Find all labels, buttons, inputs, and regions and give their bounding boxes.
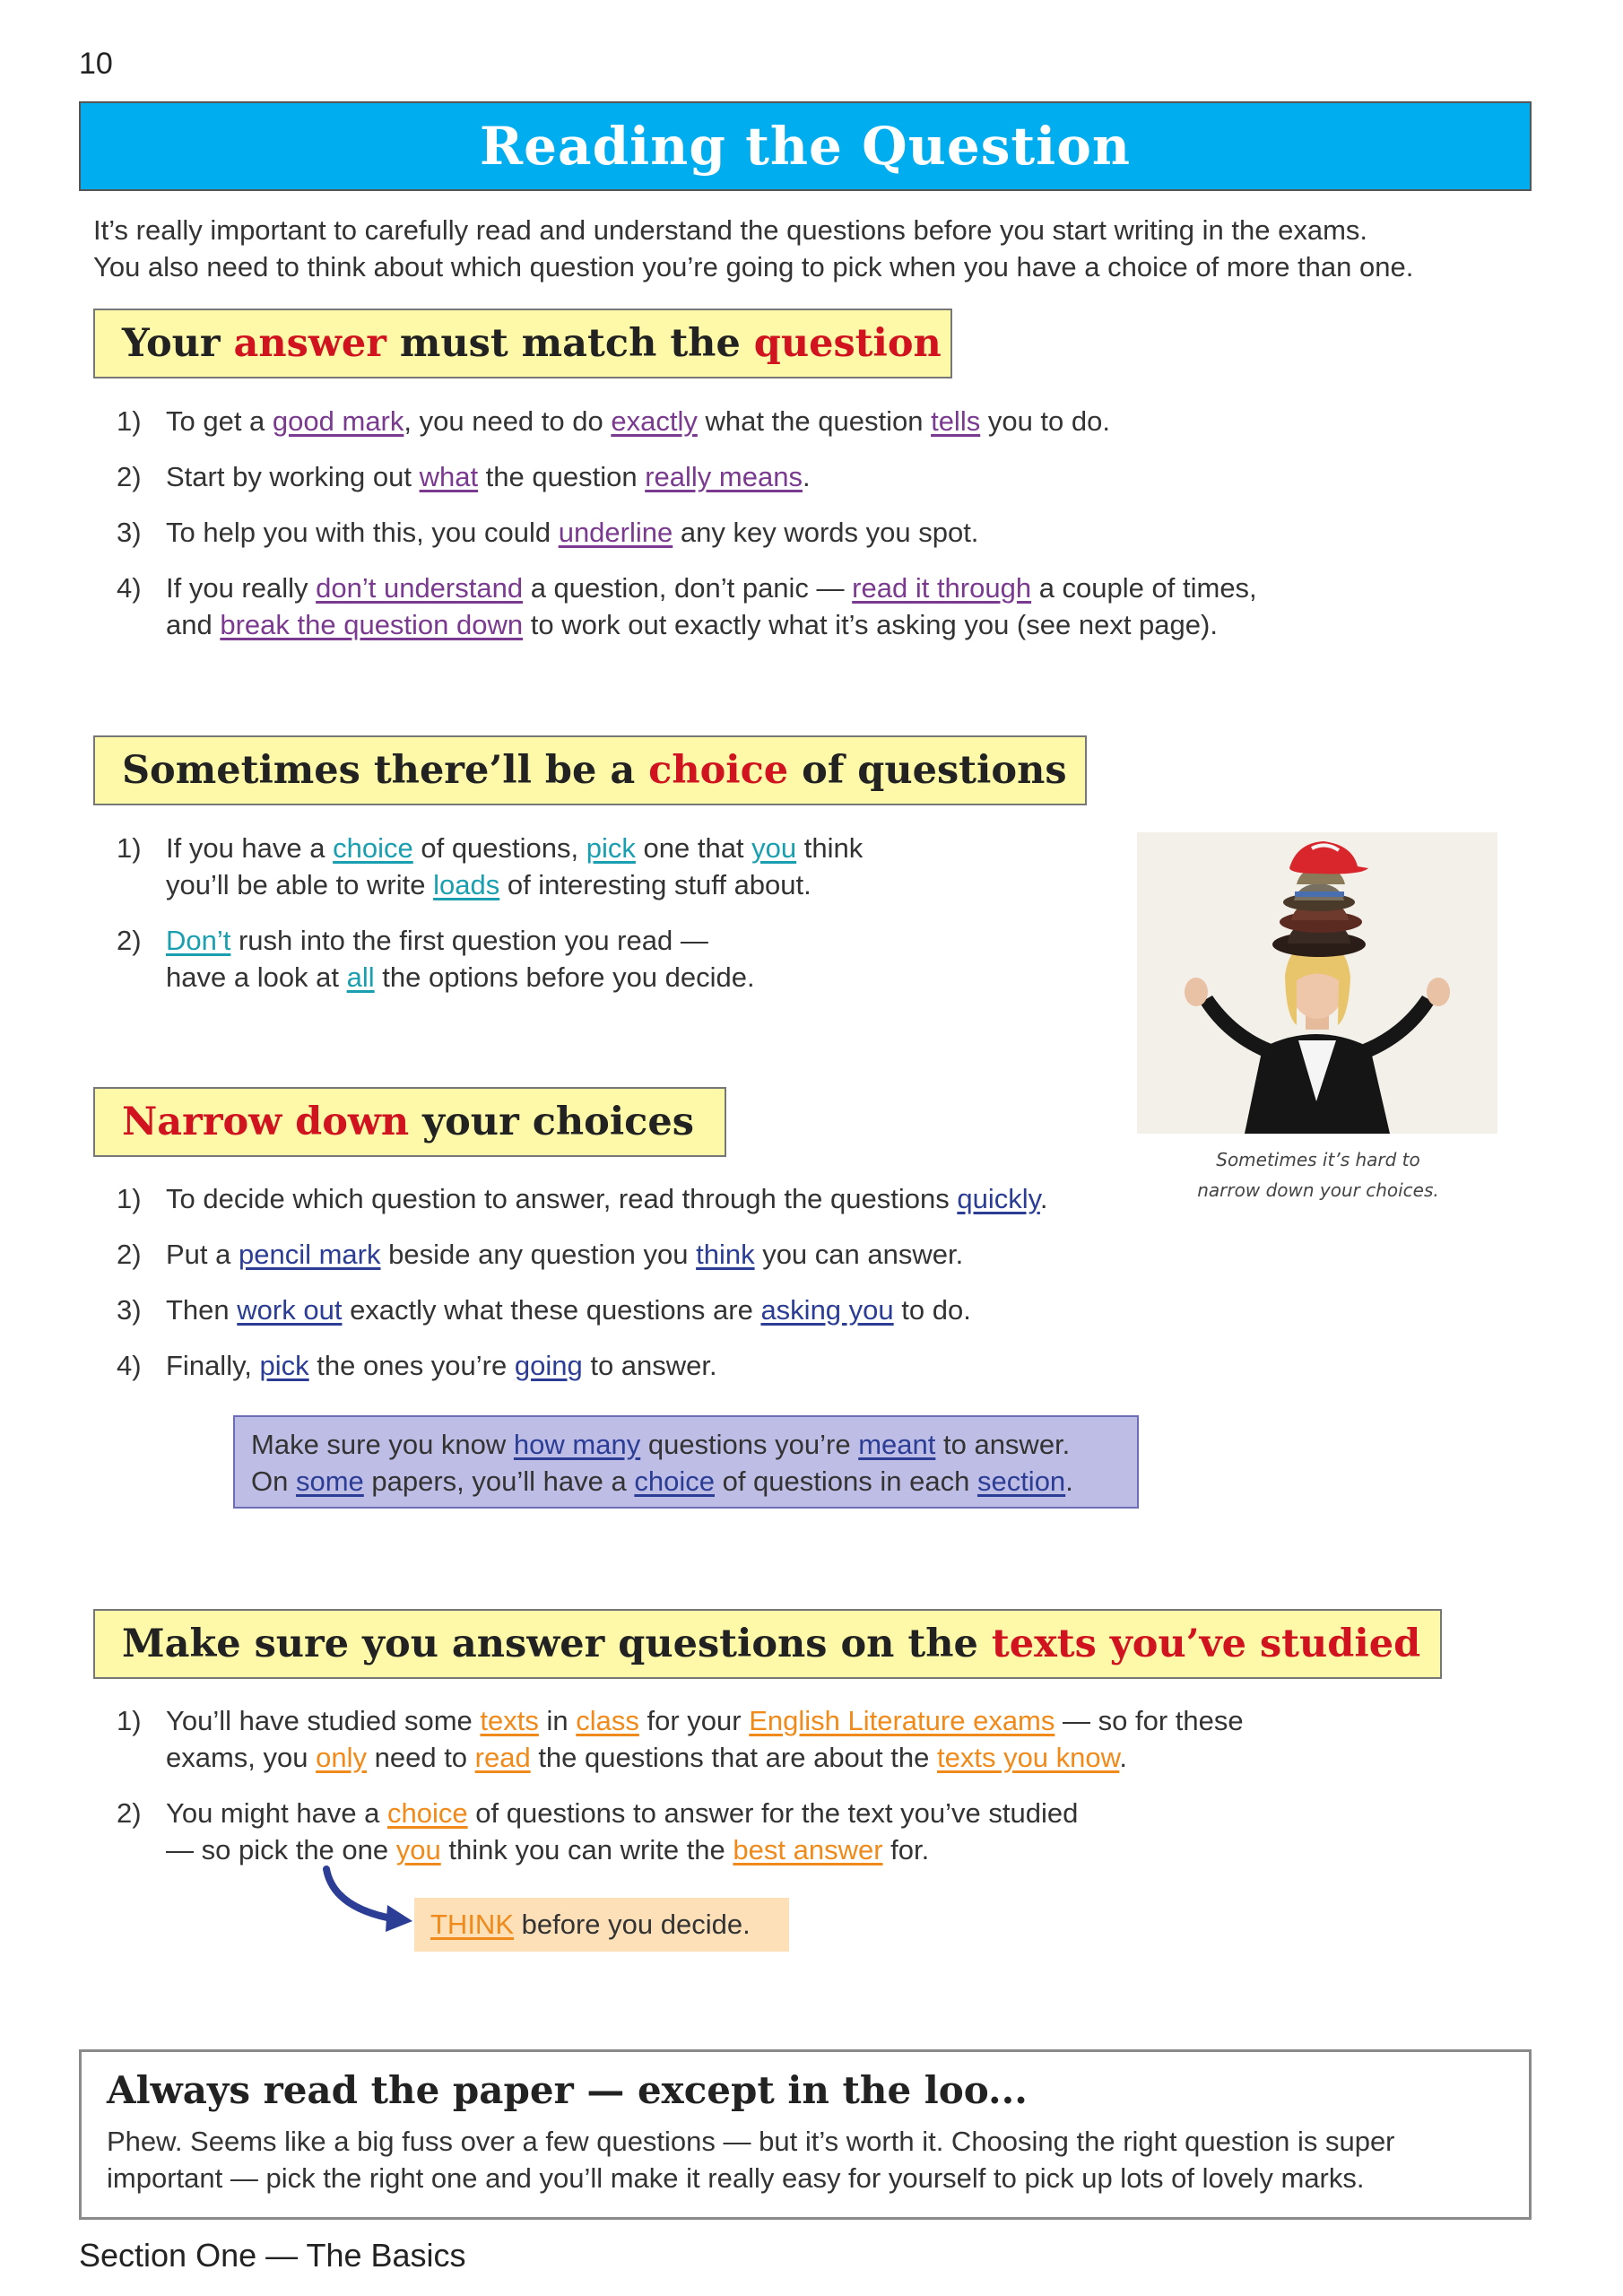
section-heading-text: Narrow down your choices — [122, 1100, 694, 1144]
list-item: 2) Don’t rush into the first question you read — have a look at all the options before you decide. — [117, 925, 755, 993]
summary-title: Always read the paper — except in the loo... — [107, 2068, 1028, 2112]
list-item: 4) Finally, pick the ones you’re going to answer. — [117, 1350, 717, 1381]
section-heading-text: Sometimes there’ll be a choice of questions — [122, 748, 1067, 793]
list-item: 1) To get a good mark, you need to do exactly what the question tells you to do. — [117, 405, 1110, 437]
photo-caption: Sometimes it’s hard to narrow down your choices. — [1197, 1149, 1439, 1201]
how-many-questions-note: Make sure you know how many questions you’re meant to answer. On some papers, you’ll have a choice of questions in each section. — [233, 1415, 1139, 1509]
list-item: 2) Start by working out what the question really means. — [117, 461, 811, 492]
list-item: 2) Put a pencil mark beside any question you think you can answer. — [117, 1239, 964, 1270]
answer-match-list — [117, 403, 1462, 662]
section-footer: Section One — The Basics — [79, 2237, 466, 2274]
texts-studied-list — [117, 1702, 1372, 1887]
page-title: Reading the Question — [479, 116, 1132, 177]
list-item: 1) You’ll have studied some texts in class for your English Literature exams — so for these exams, you only need to read the questions that are about the texts you know. — [117, 1705, 1244, 1773]
section-heading-answer-match — [93, 309, 952, 378]
list-item: 4) If you really don’t understand a question, don’t panic — read it through a couple of times, and break the question down to work out exactly what it’s asking you (see next page). — [117, 572, 1257, 640]
section-heading-text: Make sure you answer questions on the texts you’ve studied — [122, 1622, 1421, 1666]
summary-box — [79, 2049, 1532, 2220]
think-before-deciding-box: THINK before you decide. — [414, 1898, 789, 1952]
intro-line: You also need to think about which question you’re going to pick when you have a choice of more than one. — [93, 251, 1414, 283]
page-number: 10 — [79, 47, 113, 81]
intro-paragraph — [93, 212, 1528, 285]
list-item: 1) To decide which question to answer, read through the questions quickly. — [117, 1183, 1048, 1214]
summary-text: Phew. Seems like a big fuss over a few questions — but it’s worth it. Choosing the right question is super important — pick the right one and you’ll make it really easy for yourself to pick up lots of lovely marks. — [107, 2126, 1395, 2194]
section-heading-texts-studied — [93, 1609, 1442, 1679]
list-item: 1) If you have a choice of questions, pick one that you think you’ll be able to write loads of interesting stuff about. — [117, 832, 864, 900]
list-item: 2) You might have a choice of questions to answer for the text you’ve studied — so pick the one you think you can write the best answer for. — [117, 1797, 1079, 1866]
section-heading-text: Your answer must match the question — [122, 321, 942, 366]
title-banner — [79, 101, 1532, 191]
curved-arrow-icon — [316, 1864, 419, 1935]
choice-list — [117, 830, 1103, 1014]
section-heading-choice — [93, 735, 1087, 805]
section-heading-narrow-down — [93, 1087, 726, 1157]
woman-with-hats-photo — [1137, 832, 1497, 1134]
intro-line: It’s really important to carefully read and understand the questions before you start writing in the exams. — [93, 214, 1368, 246]
list-item: 3) Then work out exactly what these questions are asking you to do. — [117, 1294, 971, 1326]
list-item: 3) To help you with this, you could underline any key words you spot. — [117, 517, 979, 548]
narrow-down-list — [117, 1180, 1148, 1403]
